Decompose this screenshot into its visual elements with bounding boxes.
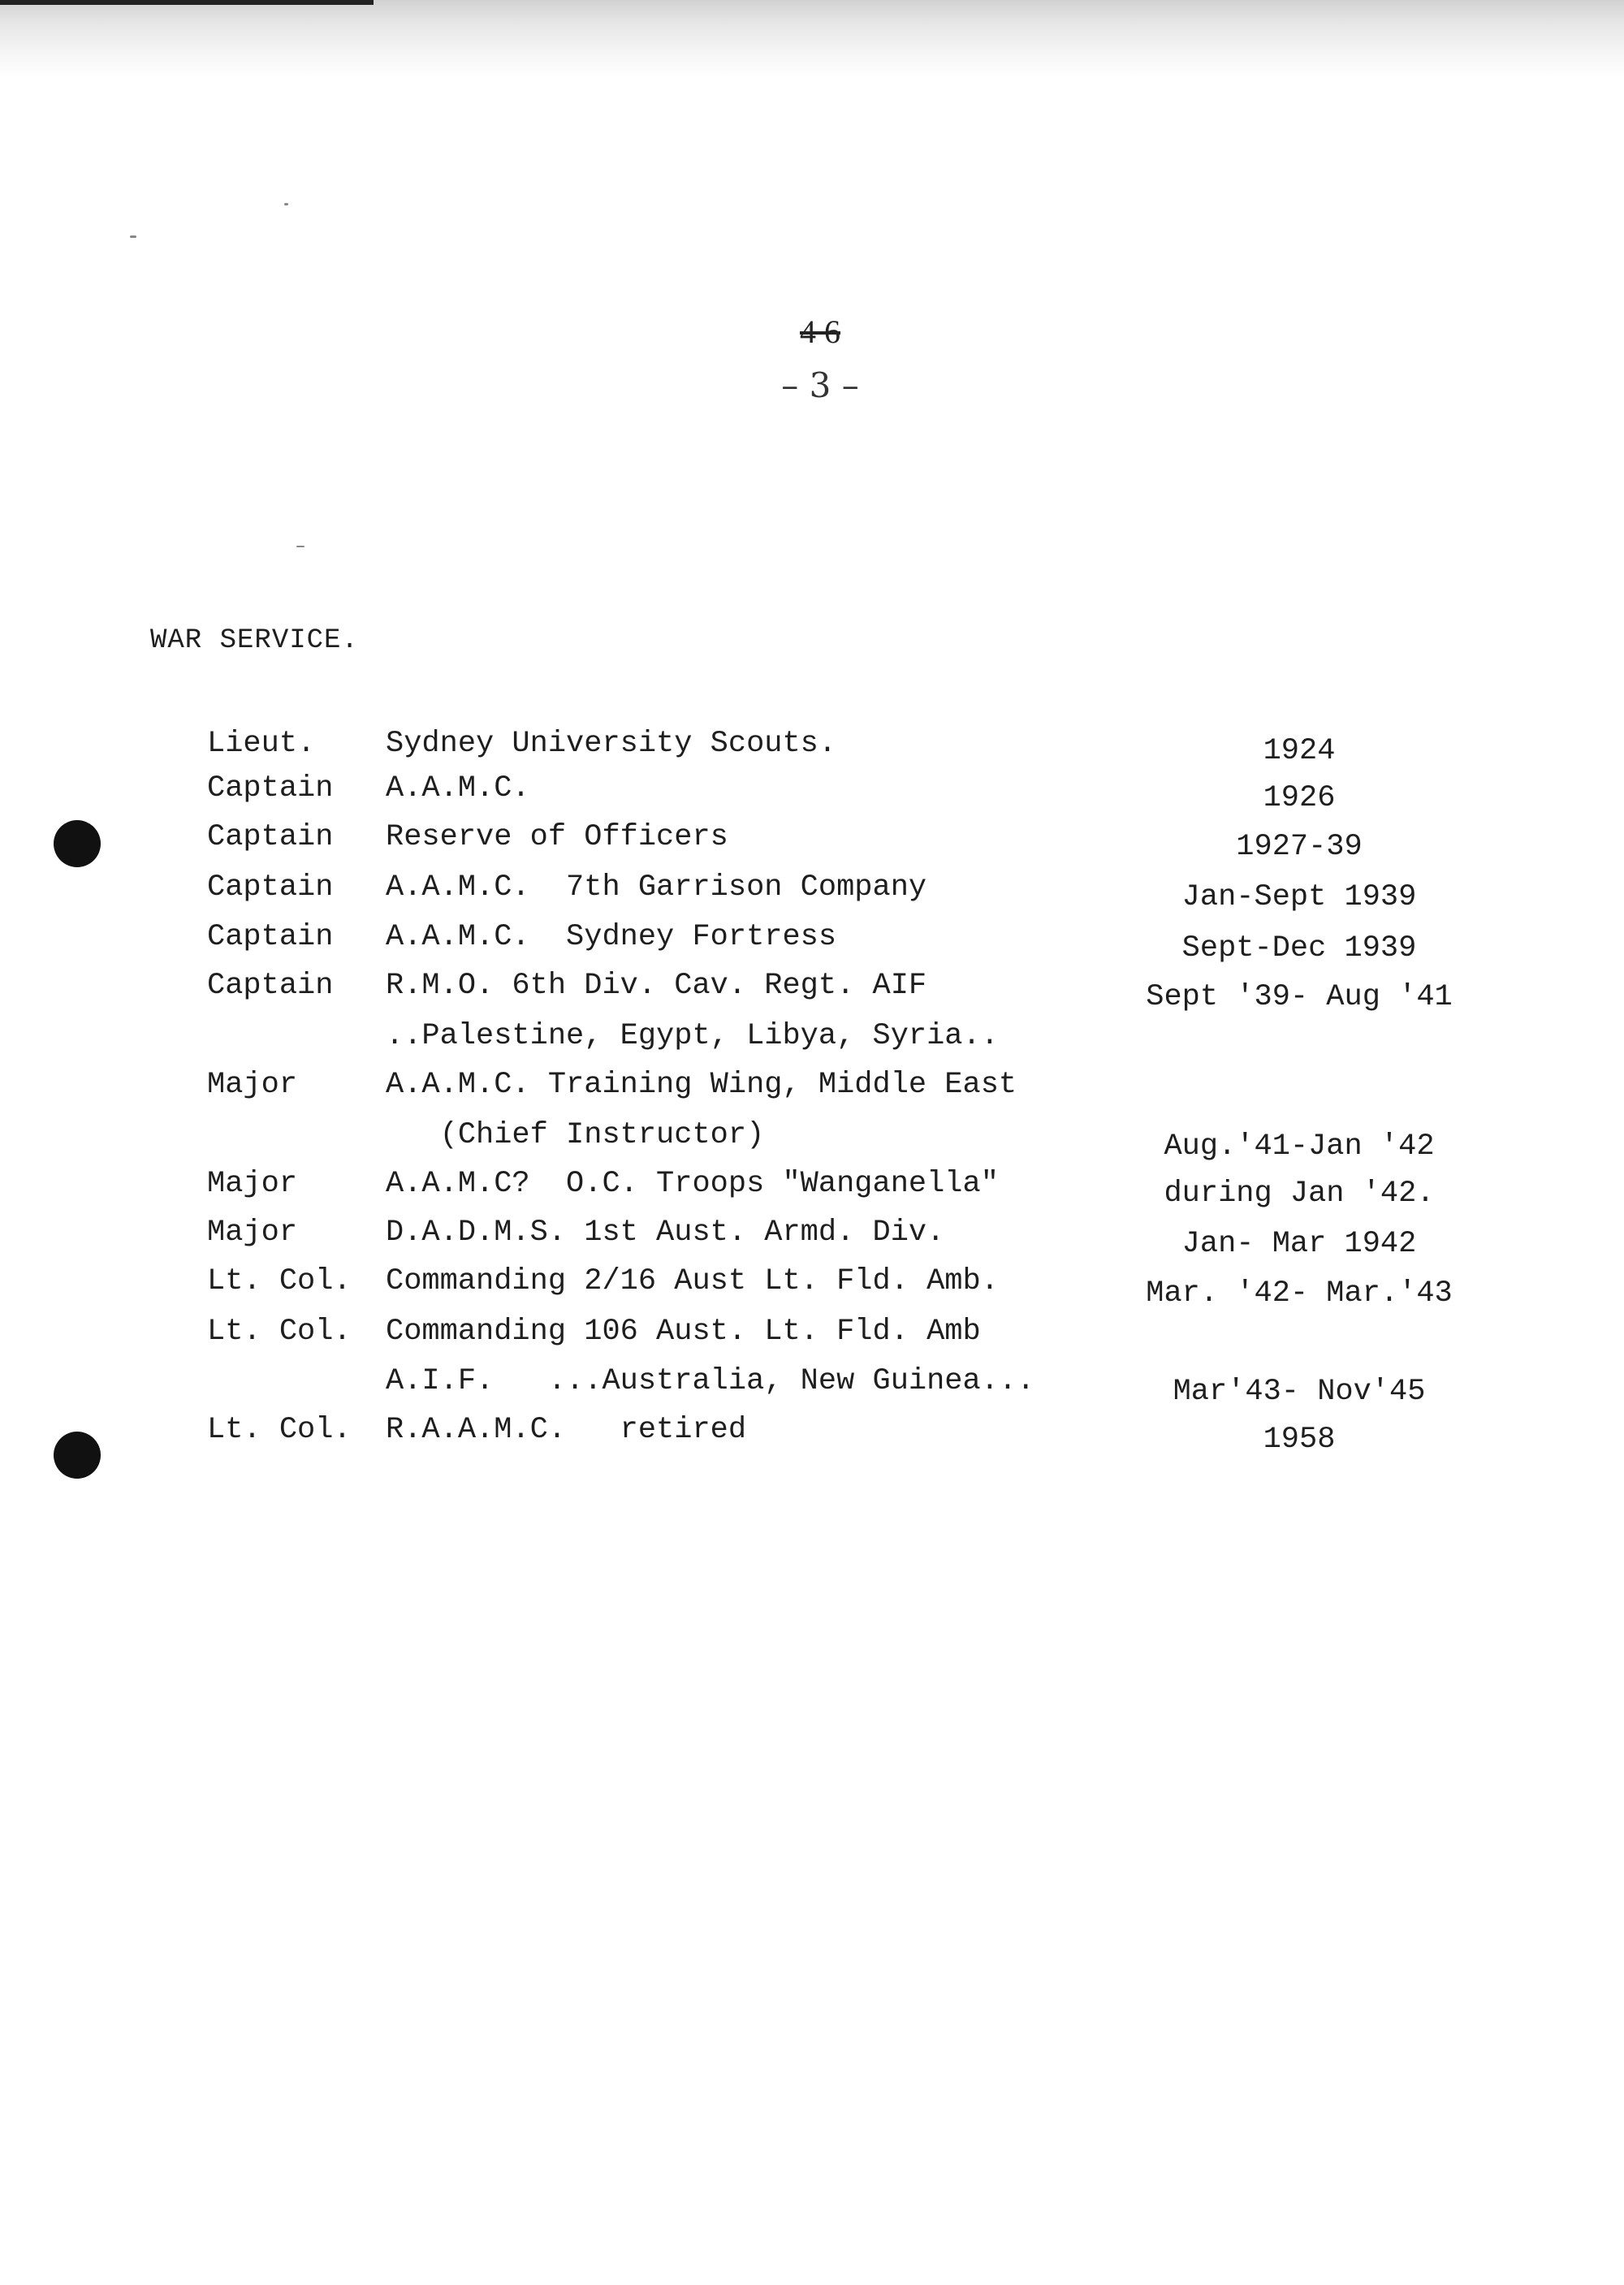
entry-date: Mar'43- Nov'45 (1173, 1375, 1426, 1409)
entry-rank: Captain (207, 870, 334, 905)
service-entry (0, 1364, 1624, 1410)
entry-unit: ..Palestine, Egypt, Libya, Syria.. (386, 1019, 999, 1053)
service-entry (0, 1264, 1624, 1310)
section-heading: WAR SERVICE. (150, 625, 359, 656)
entry-unit: A.A.M.C. Sydney Fortress (386, 920, 837, 954)
scan-shadow (0, 0, 1624, 77)
entry-rank: Captain (207, 969, 334, 1003)
service-entry (0, 870, 1624, 916)
entry-date: 1924 (1263, 734, 1336, 768)
entry-date: Jan-Sept 1939 (1181, 880, 1417, 914)
service-entry (0, 1413, 1624, 1458)
service-entry (0, 771, 1624, 817)
entry-unit: Commanding 2/16 Aust Lt. Fld. Amb. (386, 1264, 999, 1298)
entry-unit: A.I.F. ...Australia, New Guinea... (386, 1364, 1035, 1398)
service-entry (0, 1068, 1624, 1113)
entry-rank: Lieut. (207, 727, 316, 761)
service-entry (0, 1216, 1624, 1261)
entry-rank: Lt. Col. (207, 1413, 352, 1447)
struck-page-number: 4 6 (800, 313, 840, 350)
entry-date: Sept-Dec 1939 (1181, 931, 1417, 965)
entry-rank: Major (207, 1167, 298, 1201)
service-entry (0, 727, 1624, 772)
service-entry (0, 820, 1624, 866)
page-number: – 3 – (781, 365, 859, 405)
entry-rank: Major (207, 1216, 298, 1250)
entry-rank: Lt. Col. (207, 1264, 352, 1298)
service-entry (0, 1118, 1624, 1164)
entry-date: during Jan '42. (1164, 1177, 1435, 1211)
entry-unit: R.M.O. 6th Div. Cav. Regt. AIF (386, 969, 927, 1003)
entry-unit: Reserve of Officers (386, 820, 728, 854)
service-entry (0, 920, 1624, 965)
scan-edge (0, 0, 374, 5)
scan-speck (284, 203, 288, 205)
scan-speck (296, 546, 304, 547)
service-entry (0, 1315, 1624, 1360)
entry-rank: Captain (207, 771, 334, 806)
entry-rank: Major (207, 1068, 298, 1102)
entry-unit: A.A.M.C? O.C. Troops "Wanganella" (386, 1167, 999, 1201)
entry-unit: R.A.A.M.C. retired (386, 1413, 747, 1447)
service-entry (0, 1167, 1624, 1212)
entry-unit: A.A.M.C. 7th Garrison Company (386, 870, 927, 905)
entry-unit: Commanding 106 Aust. Lt. Fld. Amb (386, 1315, 981, 1349)
entry-unit: A.A.M.C. (386, 771, 530, 806)
service-entry (0, 1019, 1624, 1065)
entry-unit: A.A.M.C. Training Wing, Middle East (386, 1068, 1017, 1102)
entry-date: 1926 (1263, 781, 1336, 815)
entry-rank: Captain (207, 820, 334, 854)
entry-unit: (Chief Instructor) (386, 1118, 765, 1152)
entry-unit: Sydney University Scouts. (386, 727, 837, 761)
entry-unit: D.A.D.M.S. 1st Aust. Armd. Div. (386, 1216, 945, 1250)
entry-date: Mar. '42- Mar.'43 (1146, 1276, 1453, 1311)
entry-rank: Lt. Col. (207, 1315, 352, 1349)
entry-date: Jan- Mar 1942 (1181, 1227, 1417, 1261)
entry-date: Aug.'41-Jan '42 (1164, 1130, 1435, 1164)
entry-rank: Captain (207, 920, 334, 954)
entry-date: 1958 (1263, 1423, 1336, 1457)
scan-speck (130, 235, 136, 238)
service-entry (0, 969, 1624, 1014)
entry-date: Sept '39- Aug '41 (1146, 980, 1453, 1014)
entry-date: 1927-39 (1236, 830, 1363, 864)
